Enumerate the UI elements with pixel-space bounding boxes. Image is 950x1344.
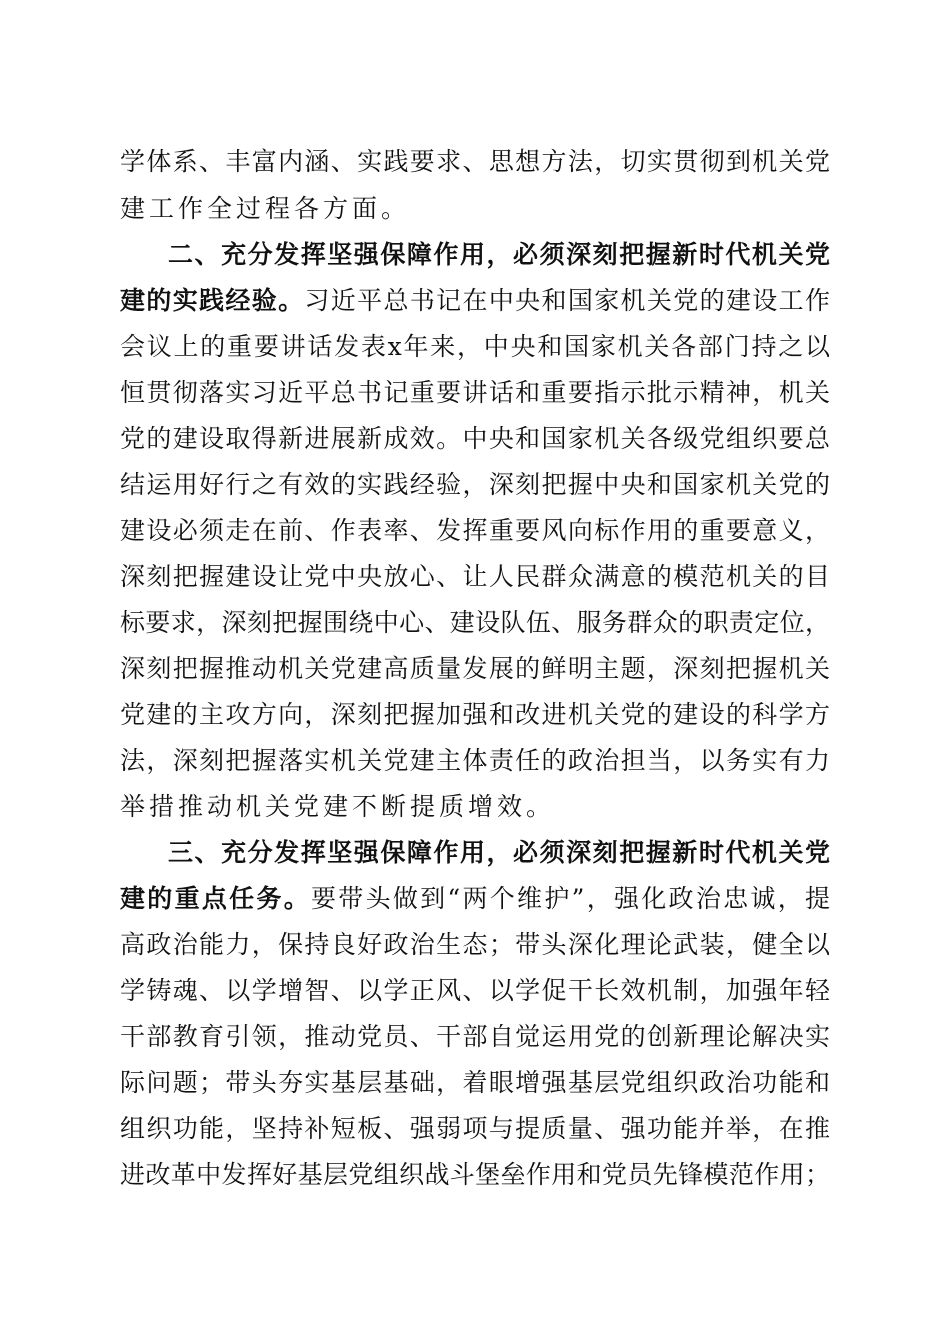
section-heading-end: 建的实践经验。 bbox=[120, 286, 305, 315]
text-line: 举措推动机关党建不断提质增效。 bbox=[120, 792, 556, 821]
text-line: 法，深刻把握落实机关党建主体责任的政治担当，以务实有力 bbox=[120, 746, 830, 775]
text-line: 恒贯彻落实习近平总书记重要讲话和重要指示批示精神，机关 bbox=[120, 378, 830, 407]
text-line: 党建的主攻方向，深刻把握加强和改进机关党的建设的科学方 bbox=[120, 700, 830, 729]
text-segment: 要带头做到“两个维护”，强化政治忠诚，提 bbox=[311, 884, 830, 913]
text-line: 结运用好行之有效的实践经验，深刻把握中央和国家机关党的 bbox=[120, 470, 830, 499]
text-line: 深刻把握建设让党中央放心、让人民群众满意的模范机关的目 bbox=[120, 562, 830, 591]
text-line: 建设必须走在前、作表率、发挥重要风向标作用的重要意义， bbox=[120, 516, 830, 545]
section-heading: 二、充分发挥坚强保障作用，必须深刻把握新时代机关党 bbox=[168, 240, 830, 269]
text-line: 学体系、丰富内涵、实践要求、思想方法，切实贯彻到机关党 bbox=[120, 147, 830, 176]
text-line: 标要求，深刻把握围绕中心、建设队伍、服务群众的职责定位， bbox=[120, 608, 830, 637]
text-line: 高政治能力，保持良好政治生态；带头深化理论武装，健全以 bbox=[120, 930, 830, 959]
text-line: 深刻把握推动机关党建高质量发展的鲜明主题，深刻把握机关 bbox=[120, 654, 830, 683]
text-segment: 习近平总书记在中央和国家机关党的建设工作 bbox=[304, 286, 830, 315]
text-line: 干部教育引领，推动党员、干部自觉运用党的创新理论解决实 bbox=[120, 1022, 830, 1051]
text-line: 会议上的重要讲话发表x年来，中央和国家机关各部门持之以 bbox=[120, 332, 830, 361]
section-heading: 三、充分发挥坚强保障作用，必须深刻把握新时代机关党 bbox=[168, 838, 830, 867]
text-line: 学铸魂、以学增智、以学正风、以学促干长效机制，加强年轻 bbox=[120, 976, 830, 1005]
text-line: 组织功能，坚持补短板、强弱项与提质量、强功能并举，在推 bbox=[120, 1114, 830, 1143]
text-line: 际问题；带头夯实基层基础，着眼增强基层党组织政治功能和 bbox=[120, 1068, 830, 1097]
text-line bbox=[120, 279, 830, 323]
text-line: 党的建设取得新进展新成效。中央和国家机关各级党组织要总 bbox=[120, 424, 830, 453]
text-line: 进改革中发挥好基层党组织战斗堡垒作用和党员先锋模范作用； bbox=[120, 1160, 830, 1189]
section-heading-end: 建的重点任务。 bbox=[120, 884, 311, 913]
text-line bbox=[120, 877, 830, 921]
text-line: 建工作全过程各方面。 bbox=[120, 194, 411, 223]
